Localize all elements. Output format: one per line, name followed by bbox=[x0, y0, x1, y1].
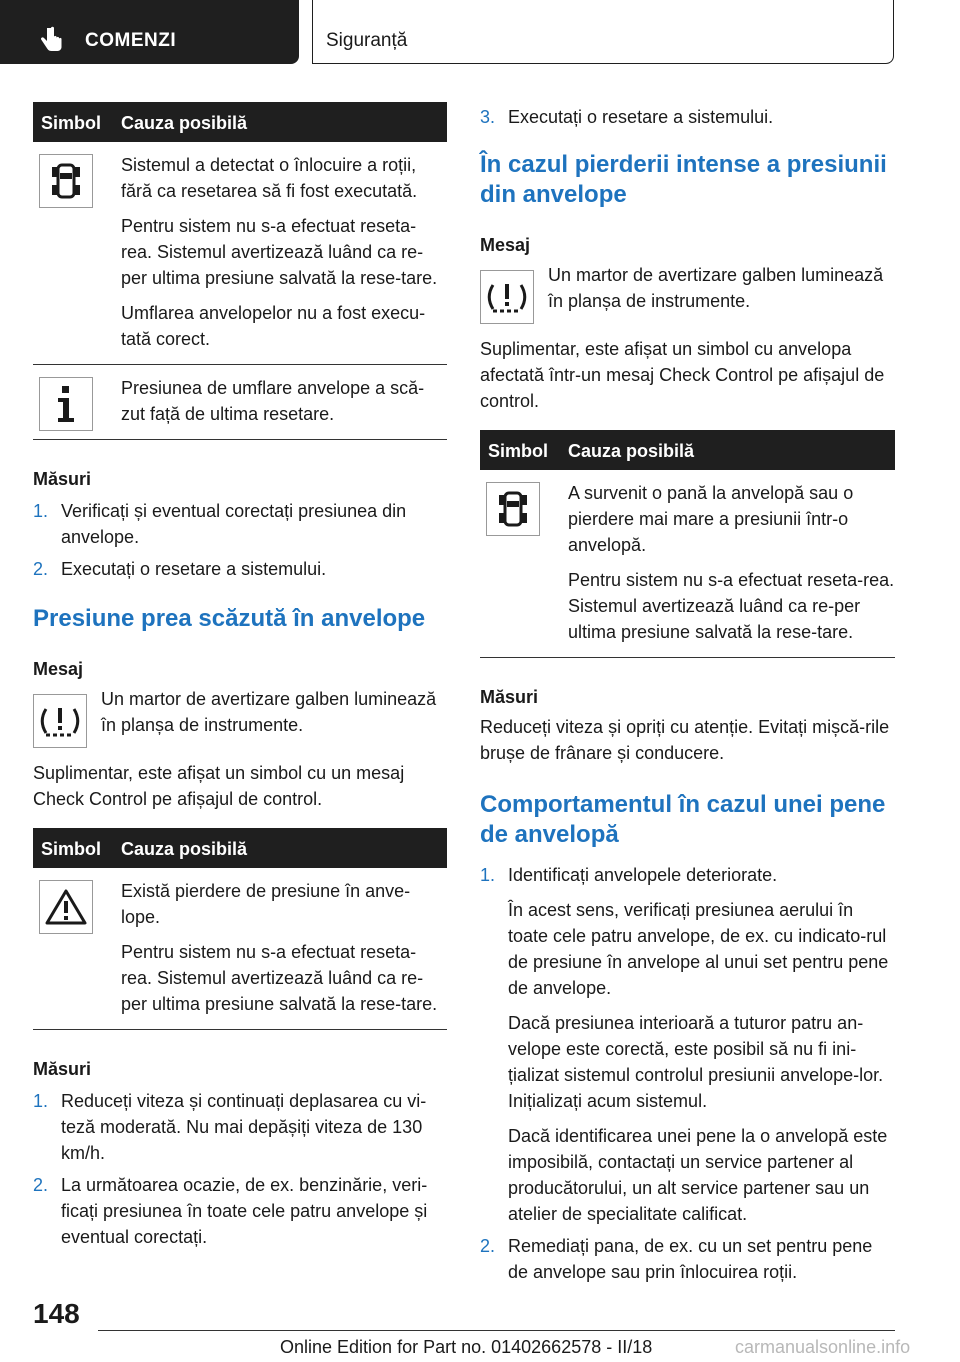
list-item bbox=[33, 1088, 447, 1166]
list-number: 3. bbox=[480, 107, 496, 127]
message-block bbox=[33, 686, 447, 748]
edition-text: Online Edition for Part no. 01402662578 - II/18 bbox=[280, 1337, 653, 1357]
measures-list bbox=[33, 498, 447, 582]
info-icon bbox=[39, 377, 93, 431]
chapter-label: Siguranță bbox=[326, 30, 408, 51]
right-column bbox=[480, 102, 895, 1285]
list-text: Remediați pana, de ex. cu un set pentru pene de anvelope sau prin înlocuirea roții. bbox=[508, 1236, 873, 1282]
list-text: Identificați anvelopele deteriorate. bbox=[508, 865, 778, 885]
col-symbol-header: Simbol bbox=[488, 441, 549, 461]
list-text: Verificați și eventual corectați presiunea din anvelope. bbox=[61, 501, 407, 547]
watermark: carmanualsonline.info bbox=[735, 1337, 911, 1357]
col-symbol-header: Simbol bbox=[41, 113, 102, 133]
table-row bbox=[33, 868, 447, 1030]
list-item bbox=[33, 498, 447, 550]
section-label: COMENZI bbox=[85, 30, 177, 51]
col-symbol-header: Simbol bbox=[41, 839, 102, 859]
symbol-table bbox=[33, 828, 447, 1030]
tyre-pressure-warning-icon bbox=[33, 694, 87, 748]
list-item bbox=[33, 1172, 447, 1250]
measures-list bbox=[33, 1088, 447, 1250]
col-cause-header: Cauza posibilă bbox=[121, 113, 248, 133]
hand-pointer-icon bbox=[38, 26, 64, 54]
list-text: Executați o resetare a sistemului. bbox=[61, 559, 327, 579]
tyre-pressure-warning-icon bbox=[480, 270, 534, 324]
cause-text: Umflarea anvelopelor nu a fost execu-tată corect. bbox=[121, 303, 426, 349]
chapter-tab[interactable] bbox=[312, 0, 894, 64]
table-row bbox=[480, 470, 895, 658]
measures-title: Măsuri bbox=[33, 1059, 92, 1079]
steps-list bbox=[480, 104, 895, 130]
list-text: Dacă identificarea unei pene la o anvelopă este imposibilă, contactați un service partener al producătorului, un alt service partener sau un atelier de specialitate calificat. bbox=[508, 1126, 888, 1224]
table-row bbox=[33, 142, 447, 365]
list-number: 1. bbox=[480, 865, 496, 885]
list-item bbox=[480, 862, 895, 1227]
cause-text: Pentru sistem nu s-a efectuat reseta-rea. Sistemul avertizează luând ca re-per ultima presiune salvată la rese-tare. bbox=[121, 216, 438, 288]
steps-list bbox=[480, 862, 895, 1285]
section-heading: Presiune prea scăzută în anvelope bbox=[33, 605, 426, 632]
car-tyres-icon bbox=[39, 154, 93, 208]
message-text: Un martor de avertizare galben luminează în planșa de instrumente. bbox=[548, 265, 884, 311]
section-heading: În cazul pierderii intense a presiunii din anvelope bbox=[480, 151, 887, 208]
list-text: Executați o resetare a sistemului. bbox=[508, 107, 774, 127]
list-number: 2. bbox=[480, 1236, 496, 1256]
message-block bbox=[480, 262, 895, 324]
cause-text: Sistemul a detectat o înlocuire a roții, fără ca resetarea să fi fost executată. bbox=[121, 155, 418, 201]
section-heading: Comportamentul în cazul unei pene de anvelopă bbox=[480, 791, 886, 848]
footer-divider bbox=[98, 1330, 895, 1331]
list-text: La următoarea ocazie, de ex. benzinărie, veri-ficați presiunea în toate cele patru anvelope și eventual corectați. bbox=[61, 1175, 428, 1247]
supplement-text: Suplimentar, este afișat un simbol cu un mesaj Check Control pe afișajul de control. bbox=[33, 763, 405, 809]
list-number: 2. bbox=[33, 1175, 49, 1195]
cause-text: A survenit o pană la anvelopă sau o pierdere mai mare a presiunii într-o anvelopă. bbox=[568, 483, 854, 555]
cause-text: Pentru sistem nu s-a efectuat reseta-rea. Sistemul avertizează luând ca re-per ultima presiune salvată la rese-tare. bbox=[568, 570, 895, 642]
car-tyres-icon bbox=[486, 482, 540, 536]
table-header bbox=[480, 430, 895, 470]
symbol-table bbox=[480, 430, 895, 658]
page-header bbox=[0, 0, 960, 66]
list-number: 2. bbox=[33, 559, 49, 579]
table-row bbox=[33, 365, 447, 440]
list-item bbox=[33, 556, 447, 582]
col-cause-header: Cauza posibilă bbox=[121, 839, 248, 859]
page-number: 148 bbox=[33, 1298, 80, 1329]
measures-text: Reduceți viteza și opriți cu atenție. Evitați mișcă-rile brușe de frânare și conducere. bbox=[480, 717, 890, 763]
cause-text: Pentru sistem nu s-a efectuat reseta-rea. Sistemul avertizează luând ca re-per ultima presiune salvată la rese-tare. bbox=[121, 942, 438, 1014]
col-cause-header: Cauza posibilă bbox=[568, 441, 695, 461]
list-item bbox=[480, 1233, 895, 1285]
list-text: În acest sens, verificați presiunea aerului în toate cele patru anvelope, de ex. cu indicato-rul de presiune în anvelope al unui set pentru pene de anvelope. bbox=[508, 900, 889, 998]
message-title: Mesaj bbox=[480, 235, 531, 255]
table-header bbox=[33, 828, 447, 868]
section-tab[interactable] bbox=[0, 0, 299, 64]
measures-title: Măsuri bbox=[480, 687, 539, 707]
list-text: Dacă presiunea interioară a tuturor patru an-velope este corectă, este posibil să nu fi ini-țializat sistemul controlul presiunii anvelope-lor. Inițializați acum sistemul. bbox=[508, 1013, 884, 1111]
message-text: Un martor de avertizare galben luminează în planșa de instrumente. bbox=[101, 689, 437, 735]
table-header bbox=[33, 102, 447, 142]
cause-text: Există pierdere de presiune în anve-lope. bbox=[121, 881, 411, 927]
supplement-text: Suplimentar, este afișat un simbol cu anvelopa afectată într-un mesaj Check Control pe afișajul de control. bbox=[480, 339, 885, 411]
list-number: 1. bbox=[33, 501, 49, 521]
symbol-table bbox=[33, 102, 447, 440]
cause-text: Presiunea de umflare anvelope a scă-zut față de ultima resetare. bbox=[121, 378, 425, 424]
message-title: Mesaj bbox=[33, 659, 84, 679]
list-number: 1. bbox=[33, 1091, 49, 1111]
list-item bbox=[480, 104, 895, 130]
measures-title: Măsuri bbox=[33, 469, 92, 489]
left-column bbox=[33, 102, 447, 1250]
list-text: Reduceți viteza și continuați deplasarea cu vi-teză moderată. Nu mai depășiți viteza de 130 km/h. bbox=[61, 1091, 427, 1163]
warning-triangle-icon bbox=[39, 880, 93, 934]
